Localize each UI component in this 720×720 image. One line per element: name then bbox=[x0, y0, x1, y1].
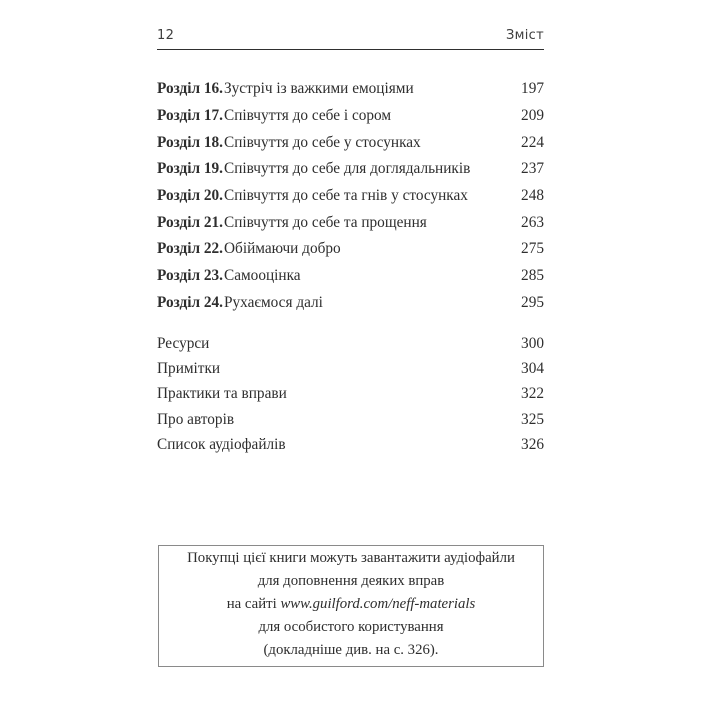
section-title: Список аудіофайлів bbox=[157, 436, 286, 454]
chapter-page-number: 224 bbox=[521, 133, 544, 151]
section-title: Про авторів bbox=[157, 410, 235, 428]
section-page-number: 325 bbox=[521, 410, 544, 428]
chapter-title: Співчуття до себе та прощення bbox=[224, 213, 427, 231]
chapter-label: Розділ 23. bbox=[157, 267, 223, 285]
chapter-label: Розділ 16. bbox=[157, 80, 223, 98]
section-page-number: 304 bbox=[521, 360, 544, 378]
chapter-page-number: 248 bbox=[521, 187, 544, 205]
note-line: для доповнення деяких вправ bbox=[257, 572, 445, 589]
section-page-number: 322 bbox=[521, 385, 544, 403]
chapter-label: Розділ 20. bbox=[157, 187, 223, 205]
chapter-page-number: 295 bbox=[521, 293, 544, 311]
chapter-label: Розділ 21. bbox=[157, 213, 223, 231]
chapter-title: Співчуття до себе для доглядальників bbox=[224, 160, 471, 178]
chapter-title: Рухаємося далі bbox=[224, 293, 323, 311]
chapter-page-number: 237 bbox=[521, 160, 544, 178]
toc-entry bbox=[157, 407, 544, 432]
chapter-title: Співчуття до себе та гнів у стосунках bbox=[224, 187, 468, 205]
toc-entry bbox=[157, 433, 544, 458]
toc-entry bbox=[157, 129, 544, 156]
note-line bbox=[175, 593, 527, 616]
chapter-page-number: 263 bbox=[521, 213, 544, 231]
page-header bbox=[157, 28, 544, 50]
chapter-title: Самооцінка bbox=[224, 267, 301, 285]
note-url: www.guilford.com/neff-materials bbox=[280, 595, 476, 612]
section-title: Практики та вправи bbox=[157, 385, 287, 403]
chapter-page-number: 197 bbox=[521, 80, 544, 98]
chapter-title: Зустріч із важкими емоціями bbox=[224, 80, 414, 98]
toc-entry bbox=[157, 76, 544, 103]
chapter-page-number: 285 bbox=[521, 267, 544, 285]
section-title: Примітки bbox=[157, 360, 221, 378]
chapter-label: Розділ 19. bbox=[157, 160, 223, 178]
chapter-title: Обіймаючи добро bbox=[224, 240, 341, 258]
audio-download-note-box bbox=[158, 545, 544, 667]
toc-entry bbox=[157, 183, 544, 210]
section-page-number: 300 bbox=[521, 334, 544, 352]
chapter-page-number: 209 bbox=[521, 107, 544, 125]
chapter-label: Розділ 18. bbox=[157, 133, 223, 151]
toc-entry bbox=[157, 263, 544, 290]
chapter-label: Розділ 17. bbox=[157, 107, 223, 125]
note-line: (докладніше див. на с. 326). bbox=[263, 641, 439, 658]
chapter-page-number: 275 bbox=[521, 240, 544, 258]
toc-entry bbox=[157, 103, 544, 130]
backmatter-list bbox=[157, 331, 544, 458]
chapter-title: Співчуття до себе і сором bbox=[224, 107, 392, 125]
section-page-number: 326 bbox=[521, 436, 544, 454]
toc-entry bbox=[157, 156, 544, 183]
section-title: Ресурси bbox=[157, 334, 210, 352]
chapter-list bbox=[157, 76, 544, 316]
page-number: 12 bbox=[157, 28, 175, 43]
toc-entry bbox=[157, 356, 544, 381]
chapter-title: Співчуття до себе у стосунках bbox=[224, 133, 421, 151]
note-url-prefix: на сайті bbox=[226, 595, 281, 612]
note-line: Покупці цієї книги можуть завантажити аудіофайли bbox=[187, 549, 515, 566]
toc-entry bbox=[157, 290, 544, 317]
toc-entry bbox=[157, 209, 544, 236]
toc-entry bbox=[157, 382, 544, 407]
chapter-label: Розділ 22. bbox=[157, 240, 223, 258]
note-line: для особистого користування bbox=[258, 618, 444, 635]
toc-entry bbox=[157, 236, 544, 263]
chapter-label: Розділ 24. bbox=[157, 293, 223, 311]
running-head-title: Зміст bbox=[506, 28, 544, 43]
toc-entry bbox=[157, 331, 544, 356]
